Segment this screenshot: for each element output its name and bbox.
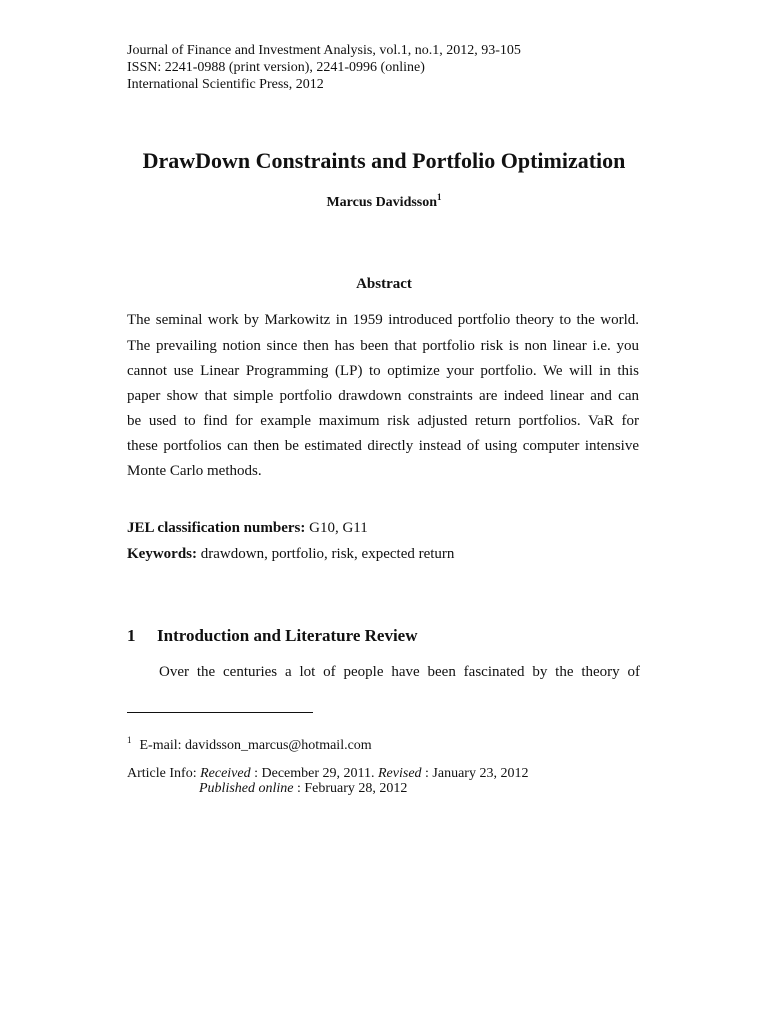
abstract-line: these portfolios can then be estimated directly instead of using computer intensive: [127, 438, 639, 454]
footnote-email: E-mail: davidsson_marcus@hotmail.com: [139, 738, 372, 753]
published-label: Published online: [199, 781, 294, 796]
footnote-mark: 1: [127, 735, 132, 745]
section-number: 1: [127, 626, 136, 645]
issn-line: ISSN: 2241-0988 (print version), 2241-0996 (online): [127, 60, 425, 75]
jel-label: JEL classification numbers:: [127, 520, 306, 536]
section-title: Introduction and Literature Review: [157, 626, 418, 645]
article-info-published: [199, 780, 407, 797]
footnote: [127, 735, 372, 754]
paper-title: DrawDown Constraints and Portfolio Optimization: [142, 148, 626, 173]
abstract-line: cannot use Linear Programming (LP) to optimize your portfolio. We will in this: [127, 363, 639, 379]
author-line: [0, 192, 768, 211]
section-heading: [127, 626, 418, 646]
abstract-line: paper show that simple portfolio drawdown constraints are indeed linear and can: [127, 388, 639, 404]
abstract-line: The prevailing notion since then has been that portfolio risk is non linear i.e. you: [127, 338, 639, 354]
author-name: Marcus Davidsson: [326, 195, 438, 210]
article-info-label: Article Info:: [127, 766, 197, 781]
received-date: : December 29, 2011.: [254, 766, 375, 781]
abstract-line: The seminal work by Markowitz in 1959 introduced portfolio theory to the world.: [127, 312, 639, 328]
keywords: [127, 545, 454, 563]
publisher-line: International Scientific Press, 2012: [127, 77, 324, 92]
footnote-rule: [127, 712, 313, 713]
published-date: : February 28, 2012: [297, 781, 408, 796]
keywords-value: drawdown, portfolio, risk, expected return: [200, 546, 455, 562]
jel-classification: [127, 519, 368, 537]
revised-date: : January 23, 2012: [425, 766, 529, 781]
keywords-label: Keywords:: [127, 546, 197, 562]
body-text-line: Over the centuries a lot of people have been fascinated by the theory of: [159, 664, 640, 680]
revised-label: Revised: [378, 766, 422, 781]
abstract-heading: Abstract: [356, 276, 412, 292]
journal-citation: Journal of Finance and Investment Analysis, vol.1, no.1, 2012, 93-105: [127, 43, 521, 58]
abstract-line: be used to find for example maximum risk adjusted return portfolios. VaR for: [127, 413, 639, 429]
received-label: Received: [200, 766, 251, 781]
author-footnote-mark: 1: [437, 192, 442, 202]
jel-value: G10, G11: [309, 520, 368, 536]
abstract-line: Monte Carlo methods.: [127, 463, 262, 479]
